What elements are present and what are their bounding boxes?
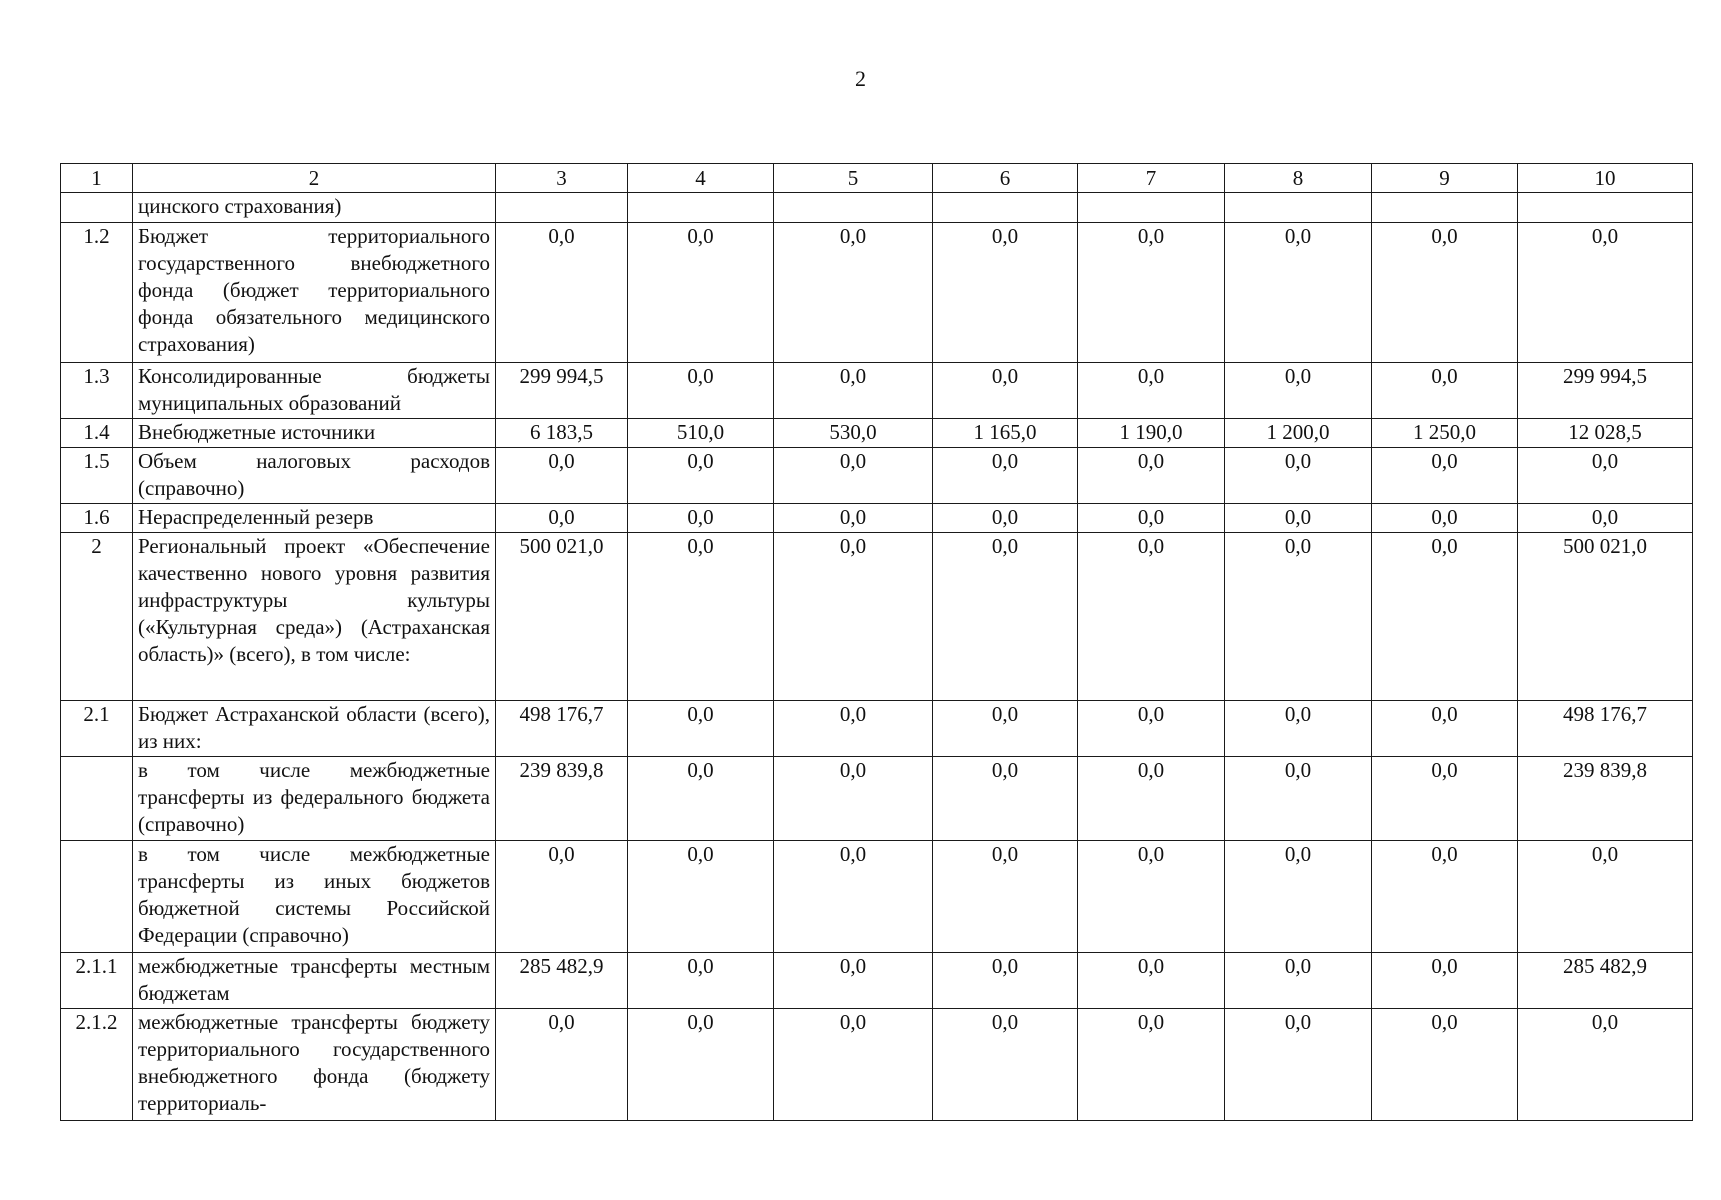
- value-cell-col-4: 0,0: [628, 363, 774, 419]
- row-number: 1.3: [61, 363, 133, 419]
- table-row: [61, 701, 1693, 757]
- table-row: [61, 953, 1693, 1009]
- value-cell-col-8: 0,0: [1225, 1009, 1372, 1121]
- value-cell-col-8: 0,0: [1225, 841, 1372, 953]
- value-cell-col-9: 0,0: [1372, 841, 1518, 953]
- column-header: 10: [1518, 164, 1693, 193]
- row-label: Консолидированные бюджеты муниципальных образований: [133, 363, 496, 419]
- value-cell-col-6: 0,0: [933, 1009, 1078, 1121]
- value-cell-col-3: 0,0: [496, 504, 628, 533]
- value-cell-col-6: 0,0: [933, 841, 1078, 953]
- value-cell-col-3: 285 482,9: [496, 953, 628, 1009]
- value-cell-col-7: 0,0: [1078, 533, 1225, 701]
- row-number: 1.2: [61, 223, 133, 363]
- value-cell-col-4: 0,0: [628, 701, 774, 757]
- row-label: межбюджетные трансферты местным бюджетам: [133, 953, 496, 1009]
- value-cell-col-9: 0,0: [1372, 504, 1518, 533]
- table-row: [61, 757, 1693, 841]
- value-cell-col-10: 0,0: [1518, 1009, 1693, 1121]
- value-cell-col-4: 0,0: [628, 841, 774, 953]
- value-cell-col-9: 1 250,0: [1372, 419, 1518, 448]
- table-row: [61, 223, 1693, 363]
- value-cell-col-5: 0,0: [774, 504, 933, 533]
- column-header: 1: [61, 164, 133, 193]
- row-label: Бюджет Астраханской области (всего), из них:: [133, 701, 496, 757]
- value-cell-col-3: 0,0: [496, 223, 628, 363]
- row-label: Региональный проект «Обеспечение качественно нового уровня развития инфраструктуры культуры («Культурная среда») (Астраханская область)» (всего), в том числе:: [133, 533, 496, 701]
- value-cell-col-4: 0,0: [628, 504, 774, 533]
- column-header: 2: [133, 164, 496, 193]
- value-cell-col-6: 0,0: [933, 757, 1078, 841]
- row-label: Нераспределенный резерв: [133, 504, 496, 533]
- table-row: [61, 1009, 1693, 1121]
- value-cell-col-5: [774, 193, 933, 223]
- value-cell-col-3: 239 839,8: [496, 757, 628, 841]
- row-number: 2.1.1: [61, 953, 133, 1009]
- value-cell-col-10: 239 839,8: [1518, 757, 1693, 841]
- value-cell-col-3: 498 176,7: [496, 701, 628, 757]
- value-cell-col-9: 0,0: [1372, 363, 1518, 419]
- value-cell-col-9: 0,0: [1372, 757, 1518, 841]
- value-cell-col-8: 0,0: [1225, 953, 1372, 1009]
- value-cell-col-7: [1078, 193, 1225, 223]
- value-cell-col-10: 498 176,7: [1518, 701, 1693, 757]
- column-header: 5: [774, 164, 933, 193]
- value-cell-col-10: 299 994,5: [1518, 363, 1693, 419]
- value-cell-col-6: 0,0: [933, 448, 1078, 504]
- row-label: в том числе межбюджетные трансферты из федерального бюджета (справочно): [133, 757, 496, 841]
- row-number: 2.1: [61, 701, 133, 757]
- table-row: [61, 841, 1693, 953]
- value-cell-col-3: 0,0: [496, 448, 628, 504]
- value-cell-col-6: 0,0: [933, 363, 1078, 419]
- value-cell-col-8: [1225, 193, 1372, 223]
- value-cell-col-7: 0,0: [1078, 701, 1225, 757]
- row-number: [61, 841, 133, 953]
- value-cell-col-9: 0,0: [1372, 1009, 1518, 1121]
- value-cell-col-5: 0,0: [774, 953, 933, 1009]
- value-cell-col-5: 530,0: [774, 419, 933, 448]
- value-cell-col-9: 0,0: [1372, 533, 1518, 701]
- value-cell-col-5: 0,0: [774, 223, 933, 363]
- value-cell-col-8: 0,0: [1225, 701, 1372, 757]
- value-cell-col-10: 0,0: [1518, 504, 1693, 533]
- budget-table: [60, 163, 1693, 1121]
- value-cell-col-3: 0,0: [496, 1009, 628, 1121]
- value-cell-col-8: 0,0: [1225, 504, 1372, 533]
- value-cell-col-7: 0,0: [1078, 448, 1225, 504]
- row-number: 2.1.2: [61, 1009, 133, 1121]
- value-cell-col-8: 1 200,0: [1225, 419, 1372, 448]
- value-cell-col-4: [628, 193, 774, 223]
- value-cell-col-8: 0,0: [1225, 363, 1372, 419]
- table-row: [61, 419, 1693, 448]
- value-cell-col-9: 0,0: [1372, 223, 1518, 363]
- value-cell-col-9: 0,0: [1372, 448, 1518, 504]
- table-row: [61, 533, 1693, 701]
- column-header: 4: [628, 164, 774, 193]
- column-header: 8: [1225, 164, 1372, 193]
- value-cell-col-5: 0,0: [774, 841, 933, 953]
- column-header: 3: [496, 164, 628, 193]
- value-cell-col-7: 0,0: [1078, 953, 1225, 1009]
- value-cell-col-8: 0,0: [1225, 448, 1372, 504]
- value-cell-col-9: 0,0: [1372, 953, 1518, 1009]
- column-header: 9: [1372, 164, 1518, 193]
- value-cell-col-4: 0,0: [628, 953, 774, 1009]
- value-cell-col-7: 0,0: [1078, 223, 1225, 363]
- value-cell-col-6: 0,0: [933, 223, 1078, 363]
- value-cell-col-7: 0,0: [1078, 363, 1225, 419]
- value-cell-col-3: 0,0: [496, 841, 628, 953]
- value-cell-col-3: 6 183,5: [496, 419, 628, 448]
- value-cell-col-6: 0,0: [933, 953, 1078, 1009]
- value-cell-col-6: 1 165,0: [933, 419, 1078, 448]
- row-label: в том числе межбюджетные трансферты из иных бюджетов бюджетной системы Российской Федерации (справочно): [133, 841, 496, 953]
- value-cell-col-4: 0,0: [628, 757, 774, 841]
- value-cell-col-8: 0,0: [1225, 533, 1372, 701]
- value-cell-col-6: 0,0: [933, 533, 1078, 701]
- column-header: 6: [933, 164, 1078, 193]
- page-number: 2: [855, 66, 866, 91]
- value-cell-col-4: 0,0: [628, 1009, 774, 1121]
- value-cell-col-4: 0,0: [628, 448, 774, 504]
- value-cell-col-3: 500 021,0: [496, 533, 628, 701]
- value-cell-col-8: 0,0: [1225, 223, 1372, 363]
- value-cell-col-5: 0,0: [774, 1009, 933, 1121]
- row-label: цинского страхования): [133, 193, 496, 223]
- value-cell-col-5: 0,0: [774, 757, 933, 841]
- row-label: Бюджет территориального государственного внебюджетного фонда (бюджет территориального фонда обязательного медицинского страхования): [133, 223, 496, 363]
- value-cell-col-7: 0,0: [1078, 1009, 1225, 1121]
- value-cell-col-6: 0,0: [933, 504, 1078, 533]
- value-cell-col-10: 0,0: [1518, 223, 1693, 363]
- row-label: Объем налоговых расходов (справочно): [133, 448, 496, 504]
- value-cell-col-3: [496, 193, 628, 223]
- value-cell-col-4: 510,0: [628, 419, 774, 448]
- table-row: [61, 193, 1693, 223]
- value-cell-col-8: 0,0: [1225, 757, 1372, 841]
- value-cell-col-10: [1518, 193, 1693, 223]
- row-number: [61, 193, 133, 223]
- row-number: 1.5: [61, 448, 133, 504]
- value-cell-col-7: 0,0: [1078, 757, 1225, 841]
- value-cell-col-3: 299 994,5: [496, 363, 628, 419]
- value-cell-col-10: 12 028,5: [1518, 419, 1693, 448]
- table-row: [61, 504, 1693, 533]
- value-cell-col-6: [933, 193, 1078, 223]
- value-cell-col-4: 0,0: [628, 223, 774, 363]
- value-cell-col-5: 0,0: [774, 363, 933, 419]
- row-number: 2: [61, 533, 133, 701]
- row-number: [61, 757, 133, 841]
- value-cell-col-5: 0,0: [774, 533, 933, 701]
- value-cell-col-10: 0,0: [1518, 448, 1693, 504]
- value-cell-col-10: 285 482,9: [1518, 953, 1693, 1009]
- table-row: [61, 363, 1693, 419]
- value-cell-col-10: 500 021,0: [1518, 533, 1693, 701]
- row-number: 1.4: [61, 419, 133, 448]
- row-label: Внебюджетные источники: [133, 419, 496, 448]
- value-cell-col-4: 0,0: [628, 533, 774, 701]
- row-label: межбюджетные трансферты бюджету территориального государственного внебюджетного фонда (бюджету территориаль-: [133, 1009, 496, 1121]
- column-number-row: [61, 164, 1693, 193]
- value-cell-col-7: 0,0: [1078, 504, 1225, 533]
- value-cell-col-7: 1 190,0: [1078, 419, 1225, 448]
- value-cell-col-7: 0,0: [1078, 841, 1225, 953]
- row-number: 1.6: [61, 504, 133, 533]
- value-cell-col-6: 0,0: [933, 701, 1078, 757]
- value-cell-col-9: [1372, 193, 1518, 223]
- value-cell-col-10: 0,0: [1518, 841, 1693, 953]
- value-cell-col-5: 0,0: [774, 701, 933, 757]
- table-row: [61, 448, 1693, 504]
- column-header: 7: [1078, 164, 1225, 193]
- value-cell-col-5: 0,0: [774, 448, 933, 504]
- value-cell-col-9: 0,0: [1372, 701, 1518, 757]
